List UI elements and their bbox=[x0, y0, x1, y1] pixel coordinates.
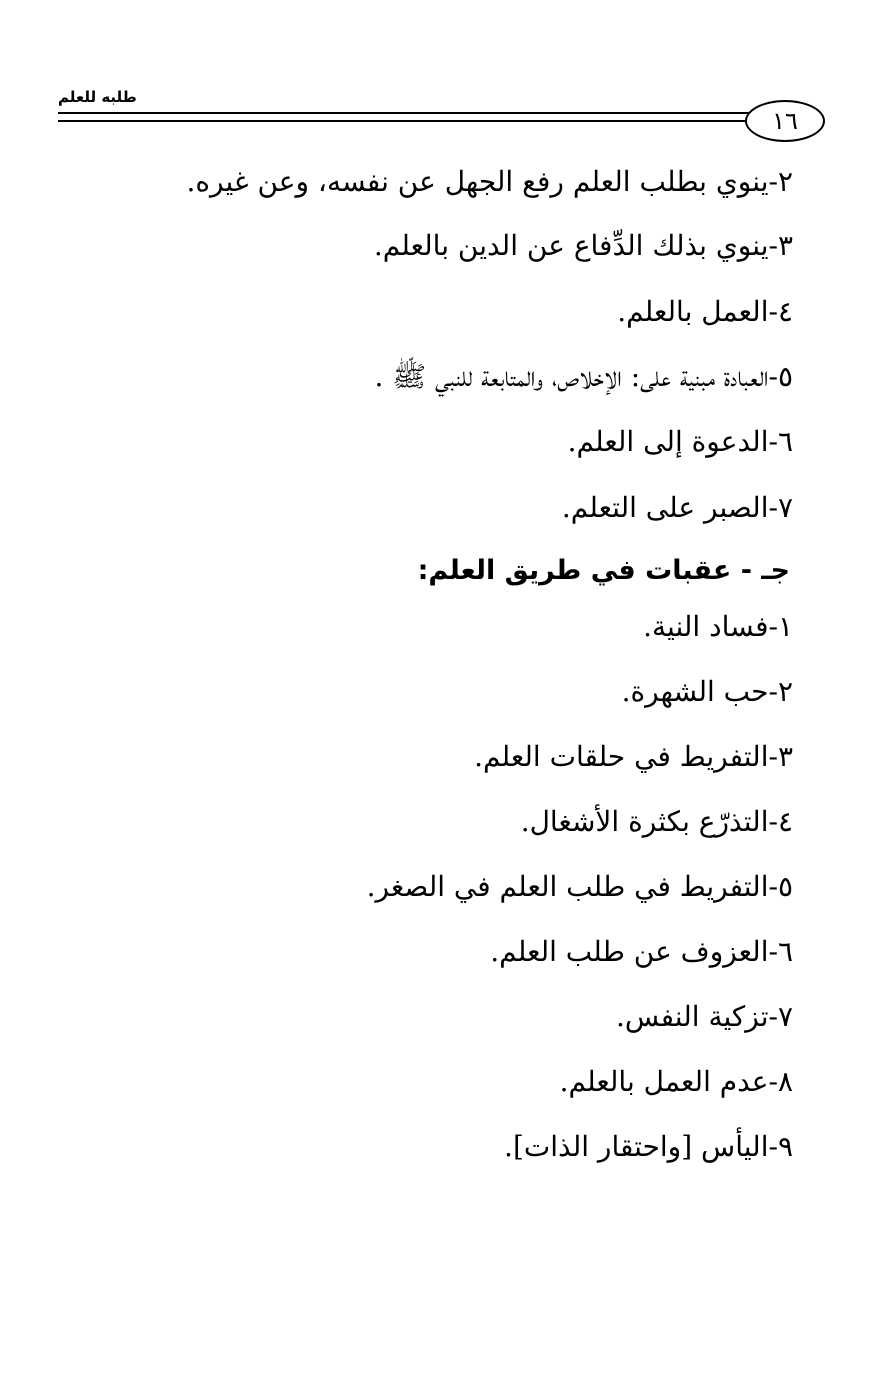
list-item: ٨-عدم العمل بالعلم. bbox=[559, 1065, 793, 1098]
list-item: ٣-التفريط في حلقات العلم. bbox=[474, 740, 793, 773]
list-item: ٦-العزوف عن طلب العلم. bbox=[490, 935, 793, 968]
list-item: ٢-ينوي بطلب العلم رفع الجهل عن نفسه، وعن غيره. bbox=[186, 165, 793, 198]
page-number: ١٦ bbox=[772, 107, 798, 135]
list-item: ٢-حب الشهرة. bbox=[621, 675, 793, 708]
list-item: ٣-ينوي بذلك الدِّفاع عن الدين بالعلم. bbox=[373, 229, 793, 262]
section-heading: جـ - عقبات في طريق العلم: bbox=[417, 555, 790, 586]
list-item: ٦-الدعوة إلى العلم. bbox=[567, 425, 793, 458]
list-item: ٥-التفريط في طلب العلم في الصغر. bbox=[366, 870, 793, 903]
list-item: ٧-تزكية النفس. bbox=[616, 1000, 793, 1033]
running-title: طلبه للعلم bbox=[58, 88, 137, 106]
list-item: ١-فساد النية. bbox=[643, 610, 793, 643]
list-item: ٧-الصبر على التعلم. bbox=[561, 491, 793, 524]
page-number-badge bbox=[745, 100, 825, 142]
header-rule-top bbox=[58, 112, 758, 114]
list-item: ٩-اليأس [واحتقار الذات]. bbox=[504, 1130, 793, 1163]
list-item: ٤-التذرّع بكثرة الأشغال. bbox=[520, 805, 793, 838]
list-item: ٤-العمل بالعلم. bbox=[617, 295, 793, 328]
list-item: ٥-العبادة مبنية على: الإخلاص، والمتابعة للنبي ﷺ . bbox=[374, 360, 793, 393]
header-rule-bottom bbox=[58, 120, 758, 122]
